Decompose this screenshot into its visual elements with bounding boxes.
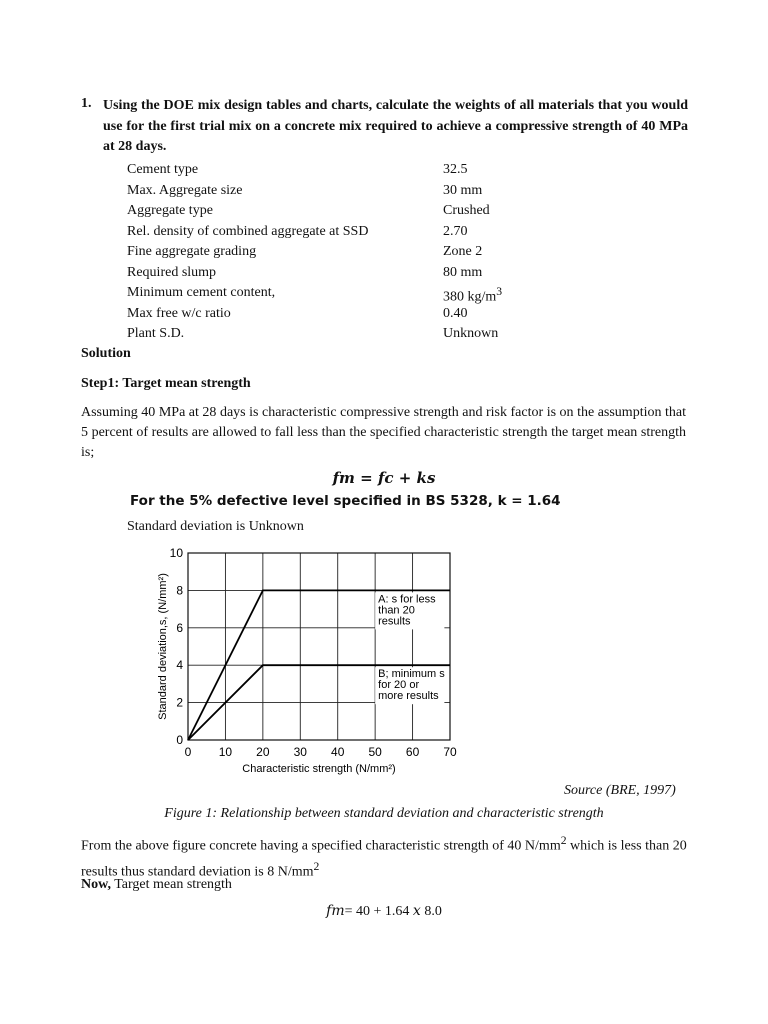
spec-value: 32.5: [443, 162, 468, 177]
x-tick-label: 50: [368, 745, 382, 759]
calc-x: x: [412, 903, 421, 919]
x-tick-label: 70: [443, 745, 457, 759]
question-text: Using the DOE mix design tables and charts, calculate the weights of all materials that you would use for the first trial mix on a concrete mix required to achieve a compressive strength of 40 MPa at 28 days.: [103, 98, 688, 154]
sd-chart: [150, 544, 470, 776]
calc-end: 8.0: [420, 904, 442, 919]
y-tick-label: 4: [176, 658, 183, 673]
spec-row: [127, 285, 547, 306]
spec-value: Zone 2: [443, 244, 483, 259]
spec-label: Max free w/c ratio: [127, 305, 231, 321]
spec-label: Minimum cement content,: [127, 285, 276, 300]
series-label-b: for 20 or: [378, 679, 420, 692]
spec-row: [127, 306, 547, 327]
series-label-a: A: s for less: [378, 593, 436, 606]
now-line: [81, 877, 232, 893]
spec-value-text: 380 kg/m: [443, 289, 497, 305]
paragraph-2-text: From the above figure concrete having a specified characteristic strength of 40 N/mm: [81, 838, 561, 854]
formula: fm = fc + ks: [332, 469, 436, 487]
spec-value: Unknown: [443, 326, 499, 341]
spec-table: [127, 162, 547, 347]
spec-row: [127, 244, 547, 265]
x-axis-label: Characteristic strength (N/mm²): [242, 763, 396, 775]
superscript: 3: [496, 285, 503, 298]
question-number: 1.: [81, 96, 92, 111]
spec-label: Plant S.D.: [127, 326, 185, 341]
spec-label: Cement type: [127, 162, 199, 177]
spec-value: 0.40: [443, 305, 468, 321]
spec-row: [127, 265, 547, 286]
x-tick-label: 0: [184, 745, 192, 759]
spec-label: Max. Aggregate size: [127, 182, 243, 198]
series-label-a: than 20: [378, 604, 415, 617]
bs-line: For the 5% defective level specified in BS 5328, k = 1.64: [130, 493, 561, 509]
series-label-b: B; minimum s: [378, 668, 445, 681]
y-tick-label: 0: [176, 733, 183, 747]
spec-row: [127, 203, 547, 224]
x-tick-label: 60: [405, 745, 420, 759]
y-tick-label: 6: [176, 620, 183, 635]
series-label-a: results: [378, 615, 411, 628]
spec-row: [127, 162, 547, 183]
series-label-b: more results: [378, 690, 439, 703]
spec-row: [127, 326, 547, 347]
sd-unknown: Standard deviation is Unknown: [127, 519, 304, 534]
figure-source: Source (BRE, 1997): [564, 783, 676, 798]
calc-lhs: fm: [326, 903, 345, 919]
y-tick-label: 2: [176, 695, 183, 710]
spec-value: 2.70: [443, 223, 468, 239]
x-tick-label: 40: [331, 745, 345, 759]
spec-label: Required slump: [127, 264, 217, 280]
now-rest: Target mean strength: [110, 877, 232, 892]
spec-row: [127, 183, 547, 204]
y-tick-label: 8: [176, 583, 183, 598]
superscript: 2: [560, 834, 567, 847]
y-axis-label: Standard deviation,s, (N/mm²): [157, 573, 169, 720]
solution-heading: Solution: [81, 346, 131, 361]
spec-row: [127, 224, 547, 245]
x-tick-label: 20: [256, 745, 270, 759]
plot-frame: [188, 553, 450, 740]
spec-value: [443, 285, 502, 306]
step1-heading: Step1: Target mean strength: [81, 376, 251, 391]
calc-rhs: = 40 + 1.64: [344, 904, 413, 919]
spec-value: 80 mm: [443, 264, 483, 280]
paragraph-2-text: which is less than 20 results thus standard deviation is 8 N/mm: [81, 838, 687, 880]
paragraph-1: Assuming 40 MPa at 28 days is characteristic compressive strength and risk factor is on the assumption that 5 percent of results are allowed to fall less than the specified characteristic strength the target mean strength is;: [81, 405, 686, 460]
x-tick-label: 30: [293, 745, 307, 759]
spec-value: Crushed: [443, 203, 490, 218]
now-word: Now,: [81, 877, 111, 892]
figure-caption: Figure 1: Relationship between standard deviation and characteristic strength: [164, 806, 604, 821]
paragraph-2: [81, 831, 691, 882]
y-tick-label: 10: [169, 546, 183, 560]
calculation: [0, 903, 768, 920]
spec-label: Rel. density of combined aggregate at SSD: [127, 223, 369, 239]
superscript: 2: [313, 859, 320, 873]
spec-label: Aggregate type: [127, 203, 213, 218]
x-tick-label: 10: [218, 745, 233, 759]
spec-label: Fine aggregate grading: [127, 244, 257, 259]
spec-value: 30 mm: [443, 182, 483, 198]
